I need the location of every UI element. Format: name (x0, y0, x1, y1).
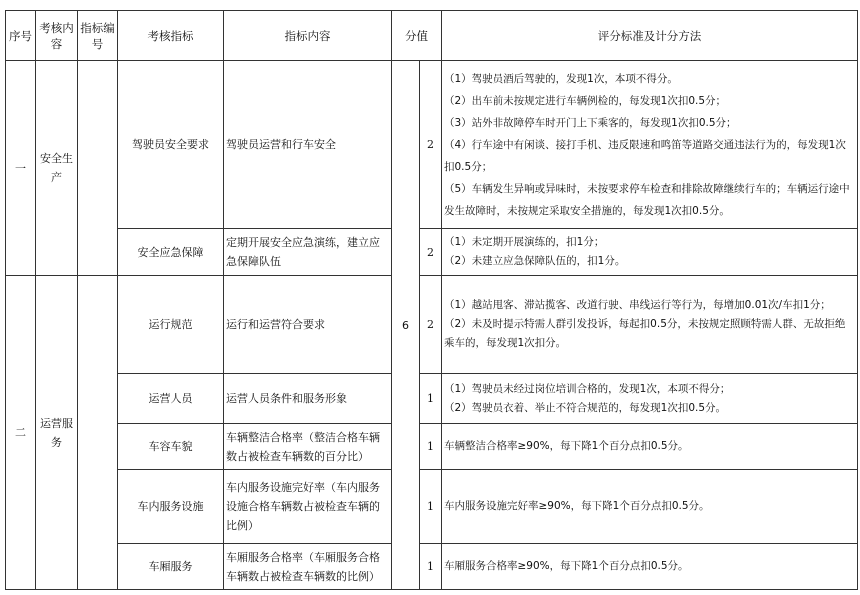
criteria-cell (442, 470, 858, 544)
score-cell: 2 (420, 61, 442, 229)
header-seq: 序号 (6, 11, 36, 61)
header-detail: 指标内容 (224, 11, 392, 61)
group-code (78, 61, 118, 276)
table-row (6, 61, 858, 229)
criteria-cell (442, 544, 858, 590)
indicator-cell: 安全应急保障 (118, 229, 224, 276)
group-seq: 二 (6, 276, 36, 590)
table-row (6, 276, 858, 374)
group-code (78, 276, 118, 590)
criteria-line: 车内服务设施完好率≥90%，每下降1个百分点扣0.5分。 (444, 500, 710, 512)
criteria-line: （1）驾驶员酒后驾驶的，发现1次，本项不得分。 (444, 72, 678, 85)
indicator-cell: 车内服务设施 (118, 470, 224, 544)
group-score: 6 (392, 61, 420, 590)
indicator-cell: 车厢服务 (118, 544, 224, 590)
table-row (6, 424, 858, 470)
criteria-line: （2）出车前未按规定进行车辆例检的，每发现1次扣0.5分； (444, 94, 727, 107)
detail-cell: 驾驶员运营和行车安全 (224, 61, 392, 229)
group-content: 运营服务 (36, 276, 78, 590)
table-row (6, 374, 858, 424)
criteria-line: （5）车辆发生异响或异味时，未按要求停车检查和排除故障继续行车的；车辆运行途中发生故障时，未按规定采取安全措施的，每发现1次扣0.5分。 (444, 182, 850, 217)
score-cell: 2 (420, 229, 442, 276)
score-cell: 1 (420, 470, 442, 544)
header-score: 分值 (392, 11, 442, 61)
scoring-table (5, 10, 858, 590)
indicator-cell: 车容车貌 (118, 424, 224, 470)
criteria-line: （4）行车途中有闲谈、接打手机、违反限速和鸣笛等道路交通违法行为的，每发现1次扣0.5分； (444, 138, 846, 173)
criteria-line: 车厢服务合格率≥90%，每下降1个百分点扣0.5分。 (444, 560, 689, 572)
table-row (6, 229, 858, 276)
detail-cell: 运营人员条件和服务形象 (224, 374, 392, 424)
header-content: 考核内容 (36, 11, 78, 61)
criteria-cell (442, 276, 858, 374)
detail-cell: 车厢服务合格率（车厢服务合格车辆数占被检查车辆数的比例） (224, 544, 392, 590)
group-content: 安全生产 (36, 61, 78, 276)
indicator-cell: 运营人员 (118, 374, 224, 424)
criteria-cell (442, 424, 858, 470)
criteria-line: （3）站外非故障停车时开门上下乘客的，每发现1次扣0.5分； (444, 116, 737, 129)
criteria-line: （2）未建立应急保障队伍的，扣1分。 (444, 255, 626, 267)
criteria-line: （1）驾驶员未经过岗位培训合格的，发现1次，本项不得分； (444, 382, 731, 395)
criteria-cell (442, 61, 858, 229)
header-code: 指标编号 (78, 11, 118, 61)
detail-cell: 车内服务设施完好率（车内服务设施合格车辆数占被检查车辆的比例） (224, 470, 392, 544)
header-criteria: 评分标准及计分方法 (442, 11, 858, 61)
criteria-line: （1）未定期开展演练的，扣1分； (444, 236, 605, 248)
criteria-line: （1）越站甩客、滞站揽客、改道行驶、串线运行等行为，每增加0.01次/车扣1分； (444, 299, 831, 311)
indicator-cell: 运行规范 (118, 276, 224, 374)
criteria-line: 车辆整洁合格率≥90%，每下降1个百分点扣0.5分。 (444, 440, 689, 452)
table-row (6, 470, 858, 544)
score-cell: 1 (420, 374, 442, 424)
indicator-cell: 驾驶员安全要求 (118, 61, 224, 229)
group-seq: 一 (6, 61, 36, 276)
detail-cell: 运行和运营符合要求 (224, 276, 392, 374)
criteria-cell (442, 374, 858, 424)
table-row (6, 544, 858, 590)
score-cell: 2 (420, 276, 442, 374)
score-cell: 1 (420, 544, 442, 590)
criteria-line: （2）未及时提示特需人群引发投诉，每起扣0.5分，未按规定照顾特需人群、无故拒绝乘车的，每发现1次扣分。 (444, 318, 846, 349)
header-row (6, 11, 858, 61)
criteria-cell (442, 229, 858, 276)
detail-cell: 车辆整洁合格率（整洁合格车辆数占被检查车辆数的百分比） (224, 424, 392, 470)
header-indicator: 考核指标 (118, 11, 224, 61)
detail-cell: 定期开展安全应急演练，建立应急保障队伍 (224, 229, 392, 276)
score-cell: 1 (420, 424, 442, 470)
criteria-line: （2）驾驶员衣着、举止不符合规范的，每发现1次扣0.5分。 (444, 401, 727, 414)
